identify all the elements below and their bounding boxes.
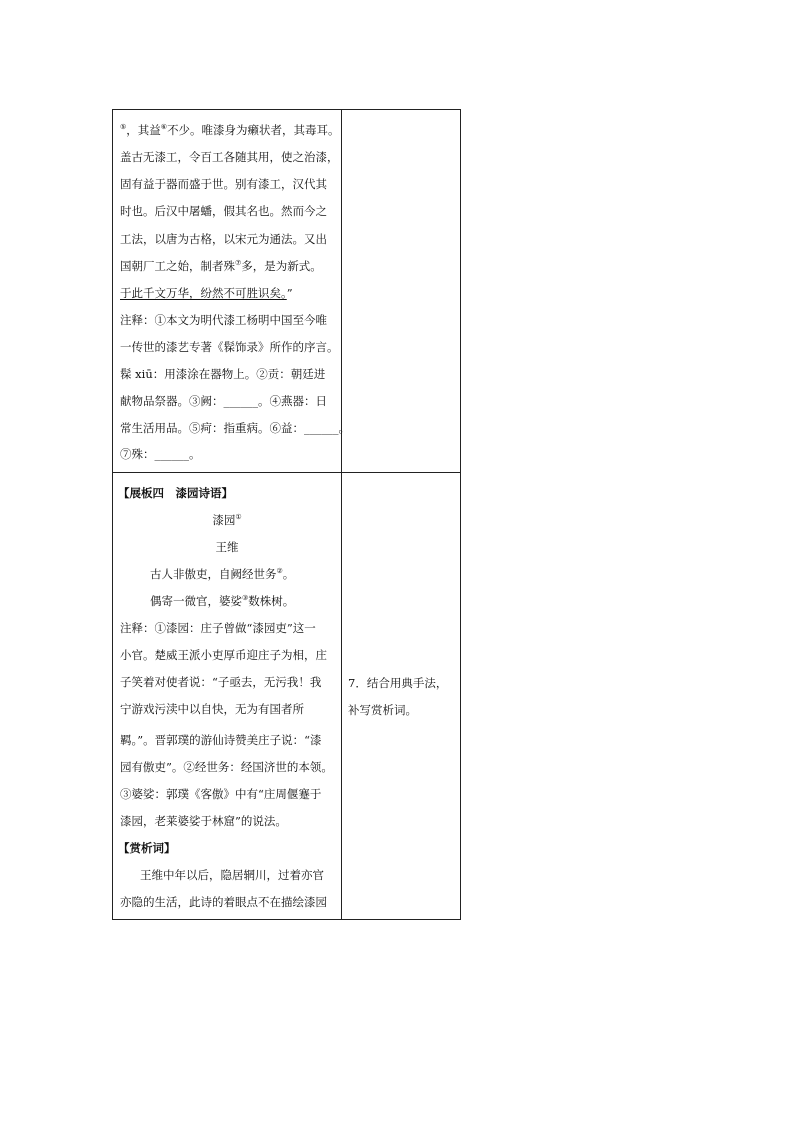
poem-author: 王维 (215, 540, 239, 554)
appreciation-line: 亦隐的生活，此诗的着眼点不在描绘漆园 (120, 895, 327, 909)
note-line: 宁游戏污渎中以自快，无为有国者所 (120, 702, 304, 716)
note-line: 常生活用品。⑤疴：指重病。⑥益：______。 (120, 421, 350, 435)
note-line: 子笑着对使者说：“子亟去，无污我！我 (120, 675, 322, 689)
classical-text-cell (112, 109, 350, 473)
text-line: 固有益于器而盛于世。别有漆工，汉代其 (120, 177, 327, 191)
poem-line: 古人非傲吏，自阙经世务②。 (150, 567, 295, 581)
question-cell (341, 472, 461, 920)
poem-panel-cell (112, 472, 342, 920)
text-line: 工法，以唐为古格，以宋元为通法。又出 (120, 232, 327, 246)
note-line: 漆园，老莱婆娑于林窟”的说法。 (120, 814, 287, 828)
note-line: 园有傲吏”。②经世务：经国济世的本领。 (120, 760, 333, 774)
note-line: 注释：①本文为明代漆工杨明中国至今唯 (120, 313, 327, 327)
note-line: 小官。楚威王派小吏厚币迎庄子为相，庄 (120, 648, 327, 662)
text-line: 时也。后汉中屠蟠，假其名也。然而今之 (120, 204, 327, 218)
note-line: ③婆娑：郭璞《客傲》中有“庄周偃蹇于 (120, 787, 322, 801)
appreciation-heading: 【赏析词】 (118, 841, 176, 855)
poem-title: 漆园① (212, 513, 242, 527)
text-line: 国朝厂工之始，制者殊⑦多，是为新式。 (120, 259, 322, 273)
question-7-line: 7．结合用典手法， (348, 676, 448, 690)
worksheet-table (112, 109, 461, 920)
text-line: ⑤，其益⑥不少。唯漆身为癞状者，其毒耳。 (120, 123, 340, 137)
note-line: 注释：①漆园：庄子曾做“漆园吏”这一 (120, 621, 316, 635)
question-7-line: 补写赏析词。 (348, 703, 417, 717)
text-line: 于此千文万华，纷然不可胜识矣。” (120, 286, 293, 300)
answer-cell-empty (341, 109, 461, 473)
note-line: 一传世的漆艺专著《髹饰录》所作的序言。 (120, 340, 339, 354)
note-line: 髹 xiū：用漆涂在器物上。②贡：朝廷进 (120, 367, 326, 381)
note-line: 献物品祭器。③阙：______。④燕器：日 (120, 394, 327, 408)
underlined-sentence: 于此千文万华，纷然不可胜识矣。 (120, 286, 287, 300)
note-line: ⑦殊：______。 (120, 447, 201, 461)
poem-line: 偶寄一微官，婆娑③数株树。 (150, 594, 295, 608)
panel-title: 【展板四 漆园诗语】 (118, 486, 233, 500)
appreciation-line: 王维中年以后，隐居辋川，过着亦官 (140, 868, 324, 882)
note-line: 羁。”。晋郭璞的游仙诗赞美庄子说：“漆 (120, 733, 322, 747)
text-line: 盖古无漆工，令百工各随其用，使之治漆， (120, 150, 339, 164)
